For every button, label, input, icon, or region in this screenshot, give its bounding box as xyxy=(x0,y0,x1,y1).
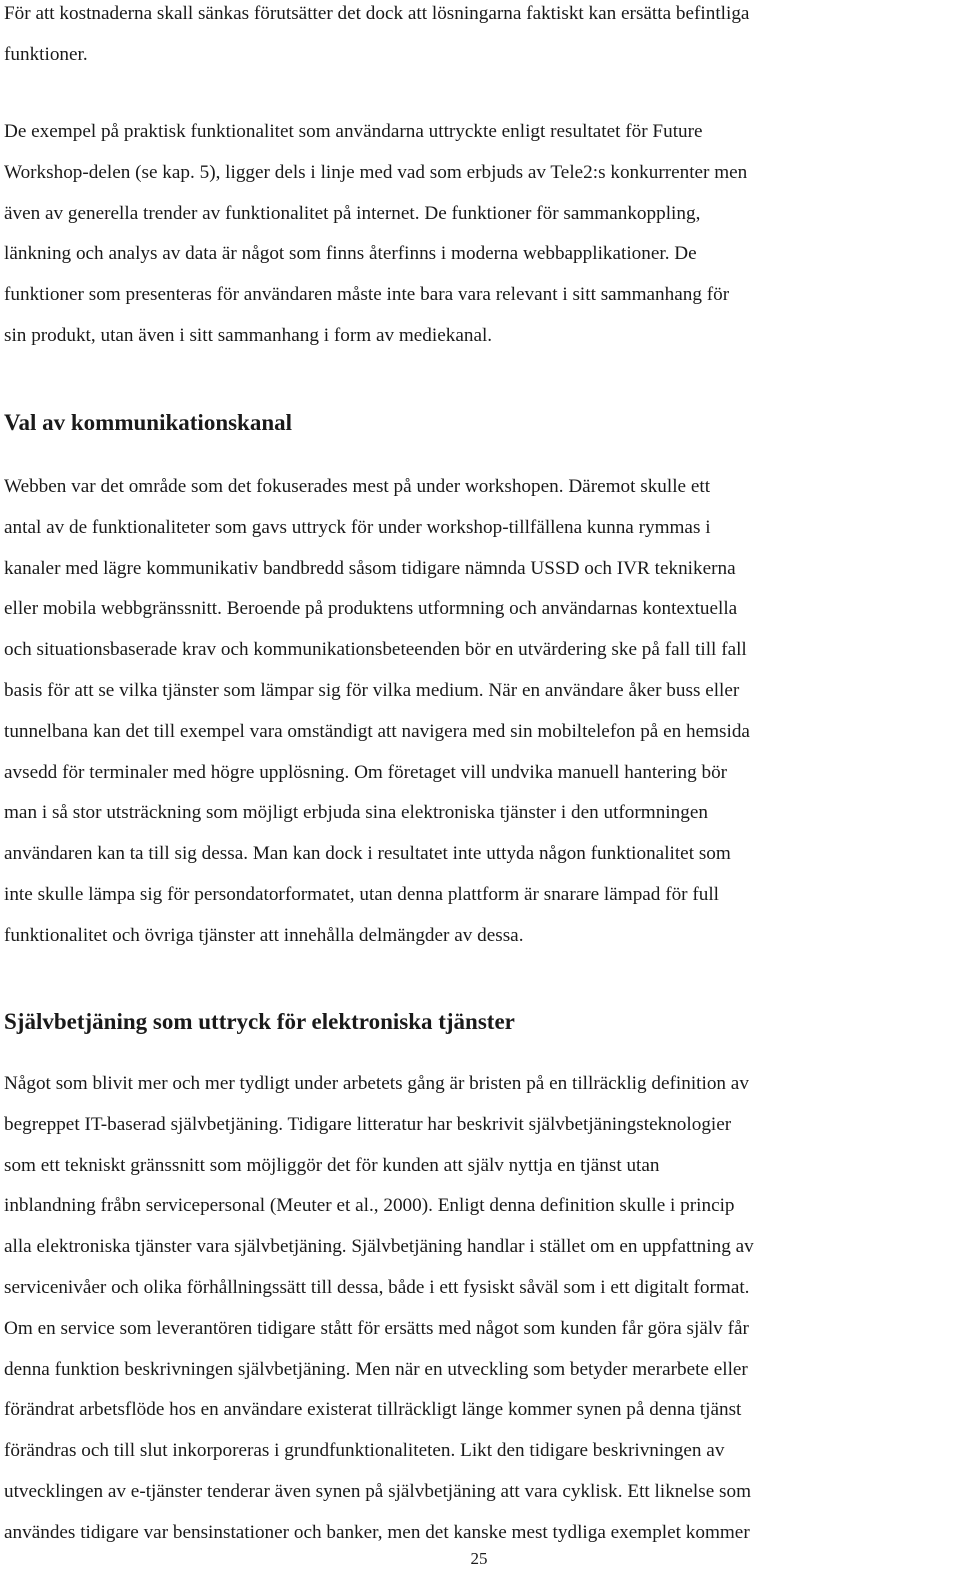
text-line: funktioner som presenteras för användaren måste inte bara vara relevant i sitt sammanhang för xyxy=(4,284,730,306)
section-heading-self-service: Självbetjäning som uttryck för elektroniska tjänster xyxy=(4,1009,515,1034)
text-line: Om en service som leverantören tidigare stått för ersätts med något som kunden får göra själv får xyxy=(4,1317,749,1339)
text-line: förändras och till slut inkorporeras i grundfunktionaliteten. Likt den tidigare beskrivningen av xyxy=(4,1440,725,1462)
text-line: man i så stor utsträckning som möjligt erbjuda sina elektroniska tjänster i den utformningen xyxy=(4,802,708,824)
text-line: servicenivåer och olika förhållningssätt till dessa, både i ett fysiskt såväl som i ett digitalt format. xyxy=(4,1276,750,1298)
text-line: De exempel på praktisk funktionalitet som användarna uttryckte enligt resultatet för Future xyxy=(4,121,703,142)
text-line: även av generella trender av funktionalitet på internet. De funktioner för sammankoppling, xyxy=(4,202,701,224)
communication-channel-paragraph xyxy=(4,467,750,957)
text-line: sin produkt, utan även i sitt sammanhang i form av mediekanal. xyxy=(4,324,493,346)
section-heading-communication-channel: Val av kommunikationskanal xyxy=(4,410,293,435)
text-line: Workshop-delen (se kap. 5), ligger dels i linje med vad som erbjuds av Tele2:s konkurrenter men xyxy=(4,161,748,183)
text-line: begreppet IT-baserad självbetjäning. Tidigare litteratur har beskrivit självbetjäningsteknologier xyxy=(4,1113,732,1135)
text-line: funktioner. xyxy=(4,43,88,65)
text-line: alla elektroniska tjänster vara självbetjäning. Självbetjäning handlar i stället om en uppfattning av xyxy=(4,1236,754,1258)
text-line: förändrat arbetsflöde hos en användare existerat tillräckligt länge kommer synen på denna tjänst xyxy=(4,1399,742,1421)
intro-paragraph xyxy=(4,0,749,76)
text-line: inte skulle lämpa sig för persondatorformatet, utan denna plattform är snarare lämpad för full xyxy=(4,883,720,905)
text-line: denna funktion beskrivningen självbetjäning. Men när en utveckling som betyder merarbete eller xyxy=(4,1358,748,1380)
text-line: tunnelbana kan det till exempel vara omständigt att navigera med sin mobiltelefon på en hemsida xyxy=(4,720,750,742)
text-line: antal av de funktionaliteter som gavs uttryck för under workshop-tillfällena kunna rymmas i xyxy=(4,516,711,538)
text-line: funktionalitet och övriga tjänster att innehålla delmängder av dessa. xyxy=(4,924,524,946)
text-line: länkning och analys av data är något som finns återfinns i moderna webbapplikationer. De xyxy=(4,243,697,265)
text-line: inblandning fråbn servicepersonal (Meuter et al., 2000). Enligt denna definition skulle i princip xyxy=(4,1195,735,1217)
text-line: användes tidigare var bensinstationer och banker, men det kanske mest tydliga exemplet kommer xyxy=(4,1521,750,1543)
self-service-paragraph xyxy=(4,1064,754,1554)
text-line: och situationsbaserade krav och kommunikationsbeteenden bör en utvärdering ske på fall till fall xyxy=(4,639,747,661)
text-line: basis för att se vilka tjänster som lämpar sig för vilka medium. När en användare åker buss eller xyxy=(4,679,740,701)
text-line: som ett tekniskt gränssnitt som möjliggör det för kunden att själv nyttja en tjänst utan xyxy=(4,1154,660,1176)
text-line: användaren kan ta till sig dessa. Man kan dock i resultatet inte uttyda någon funktionalitet som xyxy=(4,843,731,865)
text-line: Något som blivit mer och mer tydligt under arbetets gång är bristen på en tillräcklig definition av xyxy=(4,1073,749,1094)
text-line: kanaler med lägre kommunikativ bandbredd såsom tidigare nämnda USSD och IVR teknikerna xyxy=(4,557,736,579)
text-line: avsedd för terminaler med högre upplösning. Om företaget vill undvika manuell hantering bör xyxy=(4,761,728,783)
text-line: utvecklingen av e-tjänster tenderar även synen på självbetjäning att vara cyklisk. Ett liknelse som xyxy=(4,1480,752,1502)
text-line: Webben var det område som det fokuserades mest på under workshopen. Däremot skulle ett xyxy=(4,476,711,497)
functionality-paragraph xyxy=(4,112,747,357)
text-line: eller mobila webbgränssnitt. Beroende på produktens utformning och användarnas kontextuella xyxy=(4,598,738,620)
text-line: För att kostnaderna skall sänkas förutsätter det dock att lösningarna faktiskt kan ersätta befintliga xyxy=(4,3,750,24)
page-number: 25 xyxy=(470,1549,488,1568)
